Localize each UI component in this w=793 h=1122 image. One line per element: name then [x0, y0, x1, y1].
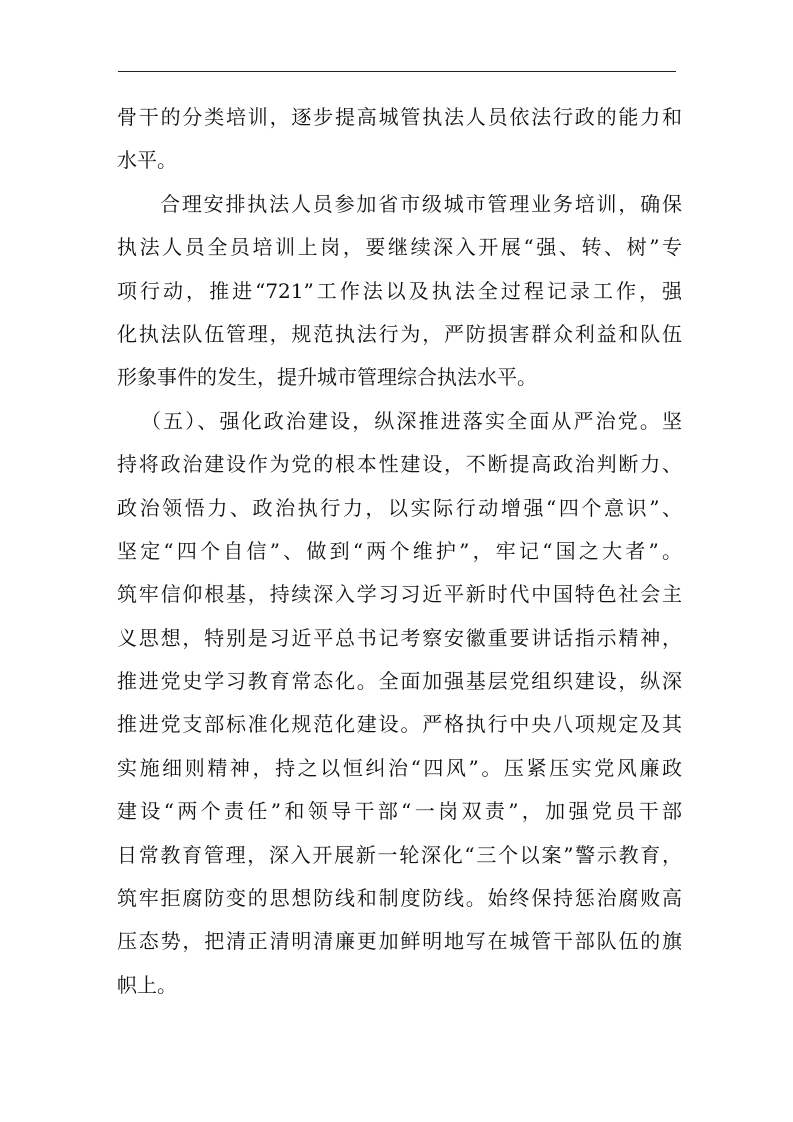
text-line: 建设“两个责任”和领导干部“一岗双责”，加强党员干部 — [117, 799, 682, 824]
text-line: 帜上。 — [117, 972, 177, 997]
text-line: 坚定“四个自信”、做到“两个维护”，牢记“国之大者”。 — [117, 538, 682, 563]
text-line: 推进党史学习教育常态化。全面加强基层党组织建设，纵深 — [117, 669, 682, 694]
text-line: 推进党支部标准化规范化建设。严格执行中央八项规定及其 — [117, 712, 682, 737]
text-line: 水平。 — [117, 148, 177, 173]
text-line: 政治领悟力、政治执行力，以实际行动增强“四个意识”、 — [117, 495, 682, 520]
text-line: 义思想，特别是习近平总书记考察安徽重要讲话指示精神， — [117, 625, 682, 650]
text-line: 筑牢信仰根基，持续深入学习习近平新时代中国特色社会主 — [117, 582, 682, 607]
text-line: 项行动，推进“721”工作法以及执法全过程记录工作，强 — [117, 278, 682, 303]
text-line: 骨干的分类培训，逐步提高城管执法人员依法行政的能力和 — [117, 105, 682, 129]
header-rule — [118, 71, 676, 72]
section-heading-line: （五）、强化政治建设，纵深推进落实全面从严治党。坚 — [141, 408, 682, 433]
text-line: 持将政治建设作为党的根本性建设，不断提高政治判断力、 — [117, 452, 682, 477]
text-line: 日常教育管理，深入开展新一轮深化“三个以案”警示教育， — [117, 842, 682, 867]
paragraph-first-line: 合理安排执法人员参加省市级城市管理业务培训，确保 — [160, 191, 682, 216]
document-body — [117, 96, 682, 1007]
text-line: 执法人员全员培训上岗，要继续深入开展“强、转、树”专 — [117, 235, 682, 260]
text-line: 筑牢拒腐防变的思想防线和制度防线。始终保持惩治腐败高 — [117, 886, 682, 911]
text-line: 压态势，把清正清明清廉更加鲜明地写在城管干部队伍的旗 — [117, 929, 682, 954]
text-line: 化执法队伍管理，规范执法行为，严防损害群众利益和队伍 — [117, 321, 682, 346]
text-line: 形象事件的发生，提升城市管理综合执法水平。 — [117, 365, 537, 390]
text-line: 实施细则精神，持之以恒纠治“四风”。压紧压实党风廉政 — [117, 755, 682, 780]
